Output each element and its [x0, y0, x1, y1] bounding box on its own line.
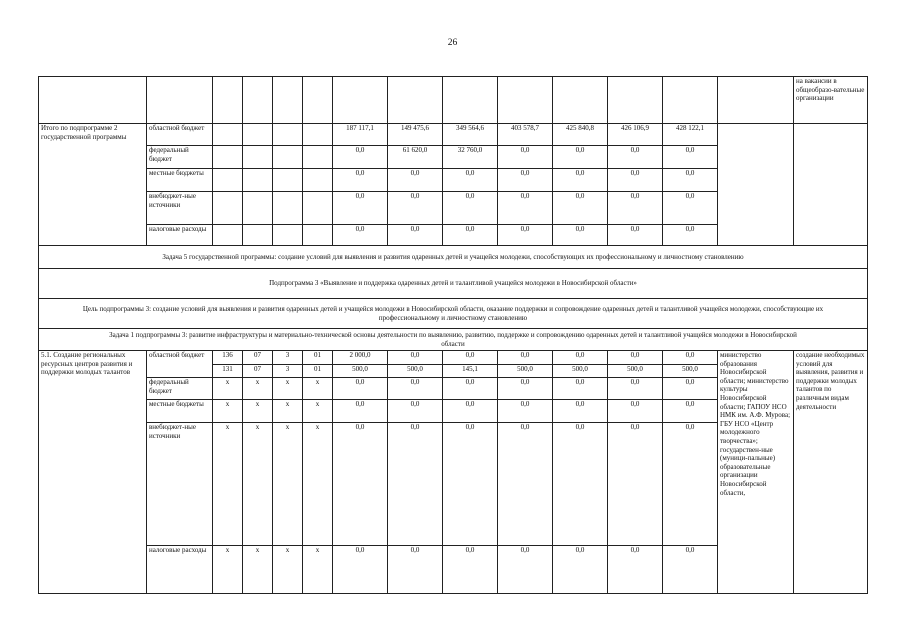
value-cell: 0,0: [443, 351, 498, 365]
value-cell: 0,0: [443, 192, 498, 225]
value-cell: 0,0: [333, 378, 388, 400]
source-cell: федеральный бюджет: [147, 378, 213, 400]
code-cell: х: [243, 400, 273, 423]
code-cell: х: [273, 400, 303, 423]
code-cell: х: [213, 423, 243, 546]
value-cell: 0,0: [498, 378, 553, 400]
value-cell: 500,0: [388, 365, 443, 378]
value-cell: 0,0: [388, 423, 443, 546]
value-cell: 0,0: [443, 169, 498, 192]
value-cell: 0,0: [608, 225, 663, 246]
code-cell: х: [303, 378, 333, 400]
code-cell: 01: [303, 351, 333, 365]
budget-table: [38, 76, 868, 594]
value-cell: 0,0: [608, 378, 663, 400]
value-cell: 0,0: [498, 423, 553, 546]
value-cell: 0,0: [608, 146, 663, 169]
code-cell: х: [213, 378, 243, 400]
value-cell: 0,0: [498, 400, 553, 423]
value-cell: 0,0: [553, 400, 608, 423]
continuation-row: [39, 77, 868, 124]
source-cell: налоговые расходы: [147, 225, 213, 246]
value-cell: 0,0: [663, 400, 718, 423]
value-cell: 0,0: [443, 546, 498, 594]
value-cell: 0,0: [553, 192, 608, 225]
code-cell: х: [303, 423, 333, 546]
value-cell: 0,0: [553, 378, 608, 400]
value-cell: 500,0: [608, 365, 663, 378]
measure-row: [39, 351, 868, 365]
code-cell: х: [243, 423, 273, 546]
code-cell: 131: [213, 365, 243, 378]
source-cell: налоговые расходы: [147, 546, 213, 594]
value-cell: 0,0: [498, 192, 553, 225]
value-cell: 0,0: [443, 400, 498, 423]
source-cell: внебюджет-ные источники: [147, 423, 213, 546]
subprogram-title-row: [39, 269, 868, 299]
value-cell: 0,0: [388, 351, 443, 365]
value-cell: 0,0: [333, 400, 388, 423]
code-cell: 136: [213, 351, 243, 365]
value-cell: 0,0: [443, 423, 498, 546]
value-cell: 0,0: [663, 378, 718, 400]
value-cell: 0,0: [498, 351, 553, 365]
value-cell: 0,0: [608, 423, 663, 546]
value-cell: 0,0: [663, 546, 718, 594]
value-cell: 0,0: [333, 146, 388, 169]
code-cell: 07: [243, 365, 273, 378]
value-cell: 0,0: [663, 423, 718, 546]
page-number: 26: [447, 38, 458, 48]
value-cell: 0,0: [663, 192, 718, 225]
code-cell: х: [273, 423, 303, 546]
value-cell: 0,0: [553, 169, 608, 192]
code-cell: х: [243, 546, 273, 594]
source-cell: внебюджет-ные источники: [147, 192, 213, 225]
value-cell: 0,0: [608, 400, 663, 423]
value-cell: 32 760,0: [443, 146, 498, 169]
subprogram-task-row: [39, 329, 868, 351]
result-cell: создание необходимых условий для выявления, развития и поддержки молодых талантов по различным видам деятельности: [794, 351, 868, 594]
value-cell: 0,0: [553, 546, 608, 594]
source-cell: областной бюджет: [147, 351, 213, 378]
value-cell: 500,0: [553, 365, 608, 378]
value-cell: 500,0: [333, 365, 388, 378]
value-cell: 0,0: [333, 192, 388, 225]
value-cell: 149 475,6: [388, 124, 443, 146]
source-cell: областной бюджет: [147, 124, 213, 146]
value-cell: 0,0: [498, 169, 553, 192]
value-cell: 349 564,6: [443, 124, 498, 146]
value-cell: 0,0: [388, 169, 443, 192]
value-cell: 0,0: [333, 423, 388, 546]
value-cell: 0,0: [663, 146, 718, 169]
subprogram-title: Подпрограмма 3 «Выявление и поддержка одаренных детей и талантливой учащейся молодежи в Новосибирской области»: [39, 269, 868, 299]
code-cell: 3: [273, 351, 303, 365]
value-cell: 0,0: [333, 225, 388, 246]
itogo-label: Итого по подпрограмме 2 государственной программы: [39, 124, 147, 246]
executor-continuation: на вакансии в общеобразо-вательные организации: [794, 77, 868, 124]
code-cell: 07: [243, 351, 273, 365]
value-cell: 0,0: [608, 169, 663, 192]
value-cell: 0,0: [498, 546, 553, 594]
value-cell: 0,0: [498, 146, 553, 169]
value-cell: 0,0: [443, 378, 498, 400]
task5-text: Задача 5 государственной программы: создание условий для выявления и развития одаренных детей и учащейся молодежи, способствующих их профессиональному и личностному становлению: [39, 246, 868, 269]
value-cell: 0,0: [498, 225, 553, 246]
code-cell: 01: [303, 365, 333, 378]
itogo-row: [39, 124, 868, 146]
value-cell: 403 578,7: [498, 124, 553, 146]
source-cell: федеральный бюджет: [147, 146, 213, 169]
code-cell: х: [303, 546, 333, 594]
value-cell: 0,0: [388, 378, 443, 400]
value-cell: 0,0: [333, 169, 388, 192]
value-cell: 0,0: [608, 192, 663, 225]
code-cell: х: [243, 378, 273, 400]
value-cell: 0,0: [663, 169, 718, 192]
value-cell: 428 122,1: [663, 124, 718, 146]
source-cell: местные бюджеты: [147, 169, 213, 192]
source-cell: местные бюджеты: [147, 400, 213, 423]
code-cell: х: [273, 546, 303, 594]
value-cell: 0,0: [388, 225, 443, 246]
task5-row: [39, 246, 868, 269]
executor-cell: министерство образования Новосибирской области; министерство культуры Новосибирской области; ГАПОУ НСО НМК им. А.Ф. Мурова; ГБУ НСО «Центр молодежного творчества»; государствен-ные (муници-пальные) образовательные организации Новосибирской области,: [718, 351, 794, 594]
value-cell: 187 117,1: [333, 124, 388, 146]
value-cell: 0,0: [608, 351, 663, 365]
value-cell: 2 000,0: [333, 351, 388, 365]
value-cell: 500,0: [498, 365, 553, 378]
value-cell: 61 620,0: [388, 146, 443, 169]
value-cell: 500,0: [663, 365, 718, 378]
code-cell: х: [273, 378, 303, 400]
value-cell: 0,0: [388, 192, 443, 225]
value-cell: 426 106,9: [608, 124, 663, 146]
value-cell: 0,0: [388, 400, 443, 423]
value-cell: 0,0: [443, 225, 498, 246]
measure-label: 5.1. Создание региональных ресурсных центров развития и поддержки молодых талантов: [39, 351, 147, 594]
code-cell: х: [213, 400, 243, 423]
subprogram-task: Задача 1 подпрограммы 3: развитие инфраструктуры и материально-технической основы деятельности по выявлению, развитию, поддержке и сопровождению одаренных детей и талантливой учащейся молодежи в Новосибирской области: [39, 329, 868, 351]
value-cell: 0,0: [553, 225, 608, 246]
value-cell: 0,0: [553, 146, 608, 169]
code-cell: х: [213, 546, 243, 594]
value-cell: 425 840,8: [553, 124, 608, 146]
value-cell: 0,0: [663, 351, 718, 365]
code-cell: 3: [273, 365, 303, 378]
code-cell: х: [303, 400, 333, 423]
value-cell: 0,0: [333, 546, 388, 594]
value-cell: 0,0: [388, 546, 443, 594]
subprogram-goal: Цель подпрограммы 3: создание условий для выявления и развития одаренных детей и учащейся молодежи в Новосибирской области, оказание поддержки и сопровождение одаренных детей и талантливой учащейся молодежи, способствующие их профессиональному и личностному становлению: [39, 299, 868, 329]
value-cell: 0,0: [553, 423, 608, 546]
value-cell: 0,0: [553, 351, 608, 365]
subprogram-goal-row: [39, 299, 868, 329]
value-cell: 0,0: [608, 546, 663, 594]
value-cell: 145,1: [443, 365, 498, 378]
value-cell: 0,0: [663, 225, 718, 246]
